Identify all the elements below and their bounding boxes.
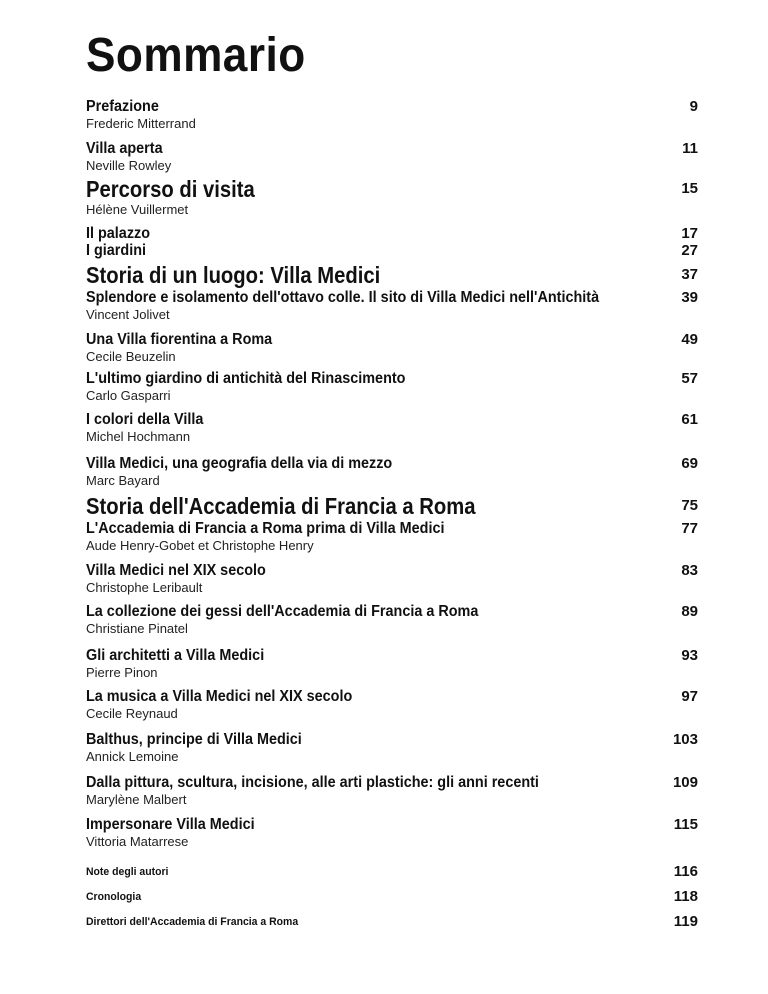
section-title: Storia di un luogo: Villa Medici [86, 262, 381, 288]
toc-entry-geografia [86, 455, 698, 488]
toc-entry-xix-secolo [86, 562, 698, 595]
toc-entry-giardini [86, 242, 698, 260]
entry-page: 17 [681, 225, 698, 242]
toc-entry-cronologia [86, 890, 698, 904]
entry-page: 119 [673, 913, 698, 930]
toc-entry-colori [86, 411, 698, 444]
toc-entry-impersonare [86, 816, 698, 849]
toc-entry-balthus [86, 731, 698, 764]
entry-page: 109 [672, 774, 698, 791]
entry-author: Vittoria Matarrese [86, 834, 189, 849]
entry-page: 15 [681, 180, 698, 197]
entry-page: 57 [681, 370, 698, 387]
entry-title: Villa aperta [86, 140, 163, 157]
entry-page: 118 [673, 888, 698, 905]
entry-title: L'Accademia di Francia a Roma prima di Villa Medici [86, 520, 445, 537]
entry-author: Christophe Leribault [86, 580, 203, 595]
toc-entry-pittura [86, 774, 698, 807]
entry-author: Frederic Mitterrand [86, 116, 196, 131]
entry-title: I giardini [86, 242, 147, 259]
entry-page: 75 [681, 497, 698, 514]
entry-title: Direttori dell'Accademia di Francia a Roma [86, 916, 299, 928]
toc-entry-prefazione [86, 98, 698, 131]
entry-page: 27 [681, 242, 698, 259]
entry-page: 93 [681, 647, 698, 664]
entry-author: Aude Henry-Gobet et Christophe Henry [86, 538, 314, 553]
toc-entry-note-autori [86, 865, 698, 879]
toc-entry-ultimo-giardino [86, 370, 698, 403]
entry-author: Neville Rowley [86, 158, 172, 173]
entry-page: 9 [689, 98, 698, 115]
entry-page: 115 [673, 816, 698, 833]
entry-title: Splendore e isolamento dell'ottavo colle. Il sito di Villa Medici nell'Antichità [86, 289, 600, 306]
toc-entry-musica [86, 688, 698, 721]
entry-page: 77 [681, 520, 698, 537]
entry-author: Marylène Malbert [86, 792, 187, 807]
toc-entry-villa-aperta [86, 140, 698, 173]
entry-title: Cronologia [86, 891, 142, 903]
entry-page: 69 [681, 455, 698, 472]
entry-author: Vincent Jolivet [86, 307, 170, 322]
entry-page: 89 [681, 603, 698, 620]
toc-entry-accademia-prima [86, 520, 698, 553]
entry-title: La musica a Villa Medici nel XIX secolo [86, 688, 353, 705]
entry-title: Villa Medici nel XIX secolo [86, 562, 266, 579]
entry-author: Pierre Pinon [86, 665, 158, 680]
entry-page: 37 [681, 266, 698, 283]
entry-page: 83 [681, 562, 698, 579]
entry-title: Note degli autori [86, 866, 169, 878]
entry-page: 11 [682, 140, 698, 157]
section-title: Storia dell'Accademia di Francia a Roma [86, 493, 476, 519]
toc-section-storia-luogo [86, 262, 698, 288]
toc-entry-collezione-gessi [86, 603, 698, 636]
entry-page: 103 [672, 731, 698, 748]
toc-entry-direttori [86, 915, 698, 929]
toc-section-storia-accademia [86, 493, 698, 519]
toc-section-percorso [86, 176, 698, 217]
entry-page: 39 [681, 289, 698, 306]
entry-title: I colori della Villa [86, 411, 204, 428]
entry-title: Una Villa fiorentina a Roma [86, 331, 273, 348]
entry-author: Hélène Vuillermet [86, 202, 189, 217]
toc-entry-palazzo [86, 225, 698, 243]
page-title: Sommario [86, 29, 306, 82]
toc-entry-splendore [86, 289, 698, 322]
entry-author: Michel Hochmann [86, 429, 191, 444]
entry-page: 61 [681, 411, 698, 428]
entry-page: 49 [681, 331, 698, 348]
entry-title: Impersonare Villa Medici [86, 816, 255, 833]
entry-title: Il palazzo [86, 225, 151, 242]
entry-page: 116 [673, 863, 698, 880]
entry-title: Gli architetti a Villa Medici [86, 647, 265, 664]
entry-author: Cecile Reynaud [86, 706, 178, 721]
entry-title: Balthus, principe di Villa Medici [86, 731, 302, 748]
entry-author: Marc Bayard [86, 473, 160, 488]
toc-entry-villa-fiorentina [86, 331, 698, 364]
toc-entry-architetti [86, 647, 698, 680]
entry-author: Carlo Gasparri [86, 388, 171, 403]
entry-page: 97 [681, 688, 698, 705]
entry-title: Dalla pittura, scultura, incisione, alle arti plastiche: gli anni recenti [86, 774, 539, 791]
entry-author: Cecile Beuzelin [86, 349, 176, 364]
entry-author: Christiane Pinatel [86, 621, 188, 636]
entry-title: Prefazione [86, 98, 159, 115]
entry-author: Annick Lemoine [86, 749, 179, 764]
entry-title: La collezione dei gessi dell'Accademia di Francia a Roma [86, 603, 479, 620]
entry-title: L'ultimo giardino di antichità del Rinascimento [86, 370, 406, 387]
section-title: Percorso di visita [86, 176, 255, 202]
entry-title: Villa Medici, una geografia della via di mezzo [86, 455, 393, 472]
